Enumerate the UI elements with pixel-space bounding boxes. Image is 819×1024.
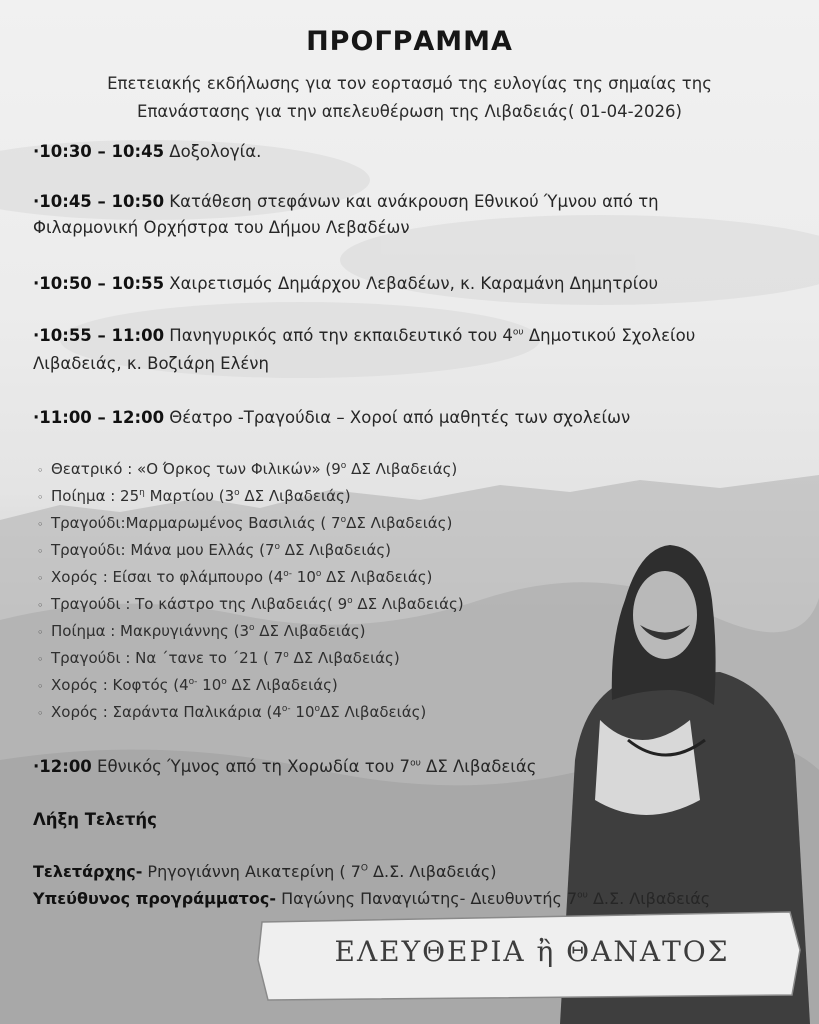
subtitle-line: Επανάστασης για την απελευθέρωση της Λιβαδειάς( 01-04-2026) [137,102,682,121]
ordinal-suffix: ο- [283,569,293,579]
ordinal-suffix: ο [347,596,353,606]
schedule-time: ·10:30 – 10:45 [33,142,165,161]
schedule-entry-continuation: Φιλαρμονική Ορχήστρα του Δήμου Λεβαδέων [33,218,410,237]
schedule-text: ΔΣ Λιβαδειάς [420,757,537,776]
item-text: ΔΣ Λιβαδειάς) [226,676,338,694]
bullet-icon: ◦ [37,518,44,531]
credit-text: Ρηγογιάννη Αικατερίνη ( 7 [142,862,361,881]
bullet-icon: ◦ [37,626,44,639]
ordinal-suffix: ο [249,623,255,633]
ordinal-suffix: ου [512,327,524,338]
schedule-entry [33,322,695,350]
list-item [37,645,400,673]
credit-text: Παγώνης Παναγιώτης- Διευθυντής 7 [276,889,578,908]
schedule-time: ·11:00 – 12:00 [33,408,165,427]
bullet-icon: ◦ [37,707,44,720]
ordinal-suffix: ο [340,515,347,525]
item-text: 10 [292,568,316,586]
item-text: Τραγούδι : Το κάστρο της Λιβαδειάς( 9 [51,595,348,613]
item-text: Τραγούδι: Μάνα μου Ελλάς (7 [51,541,275,559]
credit-line [33,860,497,884]
ordinal-suffix: ο- [281,704,291,714]
ordinal-suffix: ο [283,650,289,660]
item-text: 10 [197,676,222,694]
item-text: ΔΣ Λιβαδειάς) [254,622,366,640]
list-item [37,537,391,565]
ordinal-suffix: ο [314,704,321,714]
item-text: ΔΣ Λιβαδειάς) [288,649,400,667]
credit-label: Υπεύθυνος προγράμματος- [33,889,277,908]
closing-heading [33,806,157,834]
subtitle-line: Επετειακής εκδήλωσης για τον εορτασμό της ευλογίας της σημαίας της [107,74,712,93]
ordinal-suffix: ο [340,461,347,471]
schedule-text: Πανηγυρικός από την εκπαιδευτικό του 4 [164,326,513,345]
bullet-icon: ◦ [37,572,44,585]
schedule-time: ·10:50 – 10:55 [33,274,165,293]
ordinal-suffix: ο [315,569,322,579]
schedule-text: Δημοτικού Σχολείου [523,326,696,345]
item-text: Χορός : Σαράντα Παλικάρια (4 [51,703,282,721]
item-text: ΔΣ Λιβαδειάς) [280,541,391,559]
credit-text: Δ.Σ. Λιβαδειάς [587,889,711,908]
closing-text: Λήξη Τελετής [33,810,157,829]
schedule-time: ·10:55 – 11:00 [33,326,165,345]
bullet-icon: ◦ [37,680,44,693]
list-item [37,483,351,511]
schedule-entry [33,270,658,298]
item-text: Ποίημα : 25 [51,487,140,505]
schedule-text: Εθνικός Ύμνος από τη Χορωδία του 7 [91,757,411,776]
item-text: Τραγούδι : Να ΄τανε το ΄21 ( 7 [51,649,284,667]
ordinal-suffix: η [139,488,145,498]
item-text: ΔΣ Λιβαδειάς) [346,460,458,478]
ordinal-suffix: ο- [188,677,198,687]
page-title: ΠΡΟΓΡΑΜΜΑ [306,26,513,57]
schedule-entry [33,753,536,781]
credit-label: Τελετάρχης- [33,862,143,881]
item-text: ΔΣ Λιβαδειάς) [321,568,433,586]
item-text: Χορός : Κοφτός (4 [51,676,189,694]
item-text: ΔΣ Λιβαδειάς) [352,595,464,613]
ordinal-suffix: ο [274,542,281,552]
ordinal-suffix: ο [221,677,227,687]
list-item [37,510,452,538]
item-text: 10 [290,703,315,721]
ordinal-suffix: ου [577,890,588,901]
schedule-time: ·12:00 [33,757,92,776]
schedule-entry [33,138,261,166]
item-text: ΔΣ Λιβαδειάς) [320,703,427,721]
list-item [37,672,338,700]
ordinal-suffix: ου [410,758,421,769]
bullet-icon: ◦ [37,653,44,666]
bullet-icon: ◦ [37,464,44,477]
schedule-time: ·10:45 – 10:50 [33,192,165,211]
schedule-entry-continuation: Λιβαδειάς, κ. Βοζιάρη Ελένη [33,354,269,373]
bullet-icon: ◦ [37,491,44,504]
item-text: ΔΣ Λιβαδειάς) [346,514,453,532]
item-text: Τραγούδι:Μαρμαρωμένος Βασιλιάς ( 7 [51,514,341,532]
schedule-text: Χαιρετισμός Δημάρχου Λεβαδέων, κ. Καραμάνη Δημητρίου [164,274,659,293]
list-item [37,456,457,484]
item-text: Μαρτίου (3 [144,487,235,505]
schedule-text: Κατάθεση στεφάνων και ανάκρουση Εθνικού Ύμνου από τη [164,192,659,211]
bullet-icon: ◦ [37,545,44,558]
list-item [37,618,366,646]
list-item [37,591,464,619]
page-subtitle [40,70,779,126]
schedule-text: Δοξολογία. [164,142,262,161]
list-item [37,564,432,592]
banner-motto: ΕΛΕΥΘΕΡΙΑ ἢ ΘΑΝΑΤΟΣ [334,935,730,968]
ordinal-suffix: Ο [360,863,368,874]
schedule-entry [33,188,659,216]
item-text: ΔΣ Λιβαδειάς) [239,487,351,505]
list-item [37,699,426,727]
schedule-text: Θέατρο -Τραγούδια – Χοροί από μαθητές των σχολείων [164,408,631,427]
schedule-entry [33,404,630,432]
credit-line [33,887,710,911]
item-text: Ποίημα : Μακρυγιάννης (3 [51,622,250,640]
credit-text: Δ.Σ. Λιβαδειάς) [367,862,497,881]
item-text: Θεατρικό : «Ο Όρκος των Φιλικών» (9 [51,460,341,478]
item-text: Χορός : Είσαι το φλάμπουρο (4 [51,568,284,586]
bullet-icon: ◦ [37,599,44,612]
ordinal-suffix: ο [234,488,240,498]
